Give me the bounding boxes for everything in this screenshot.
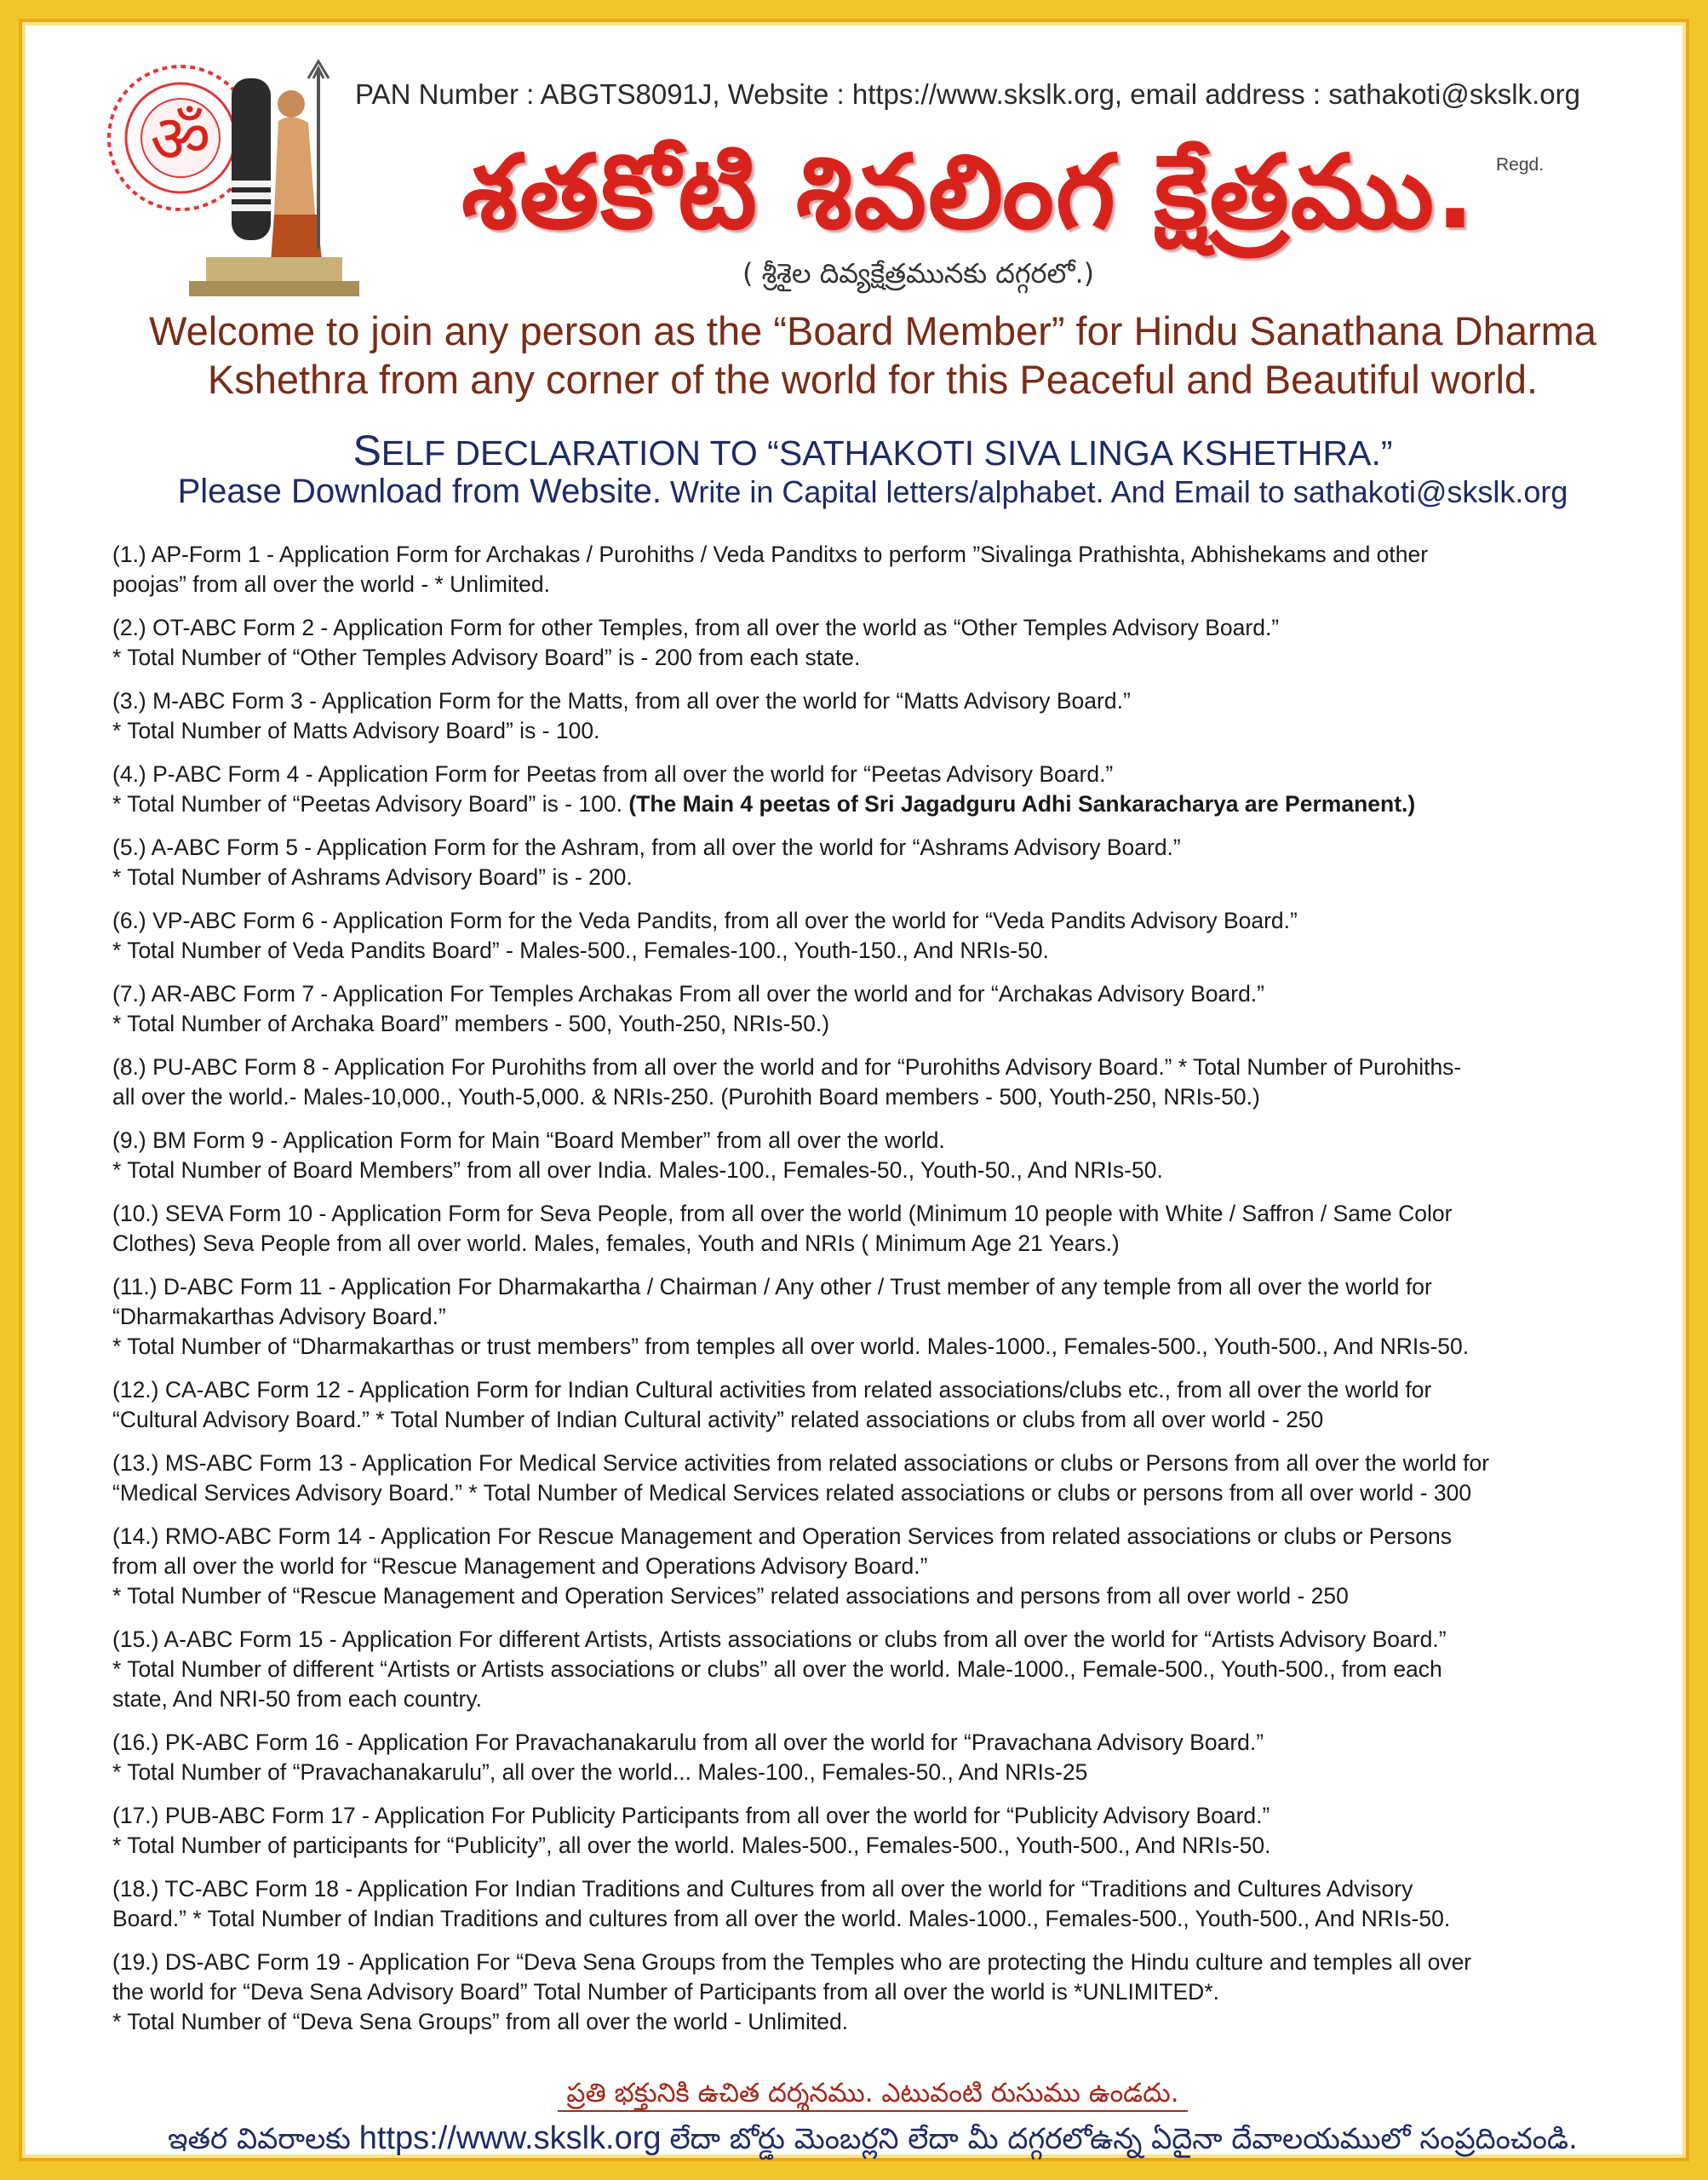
form-line: (6.) VP-ABC Form 6 - Application Form for the Veda Pandits, from all over the world for “Veda Pandits Advisory Board.” <box>112 908 1298 933</box>
form-item-15 <box>112 1625 1658 1714</box>
pan-website-email-line: PAN Number : ABGTS8091J, Website : https://www.skslk.org, email address : sathakoti@skslk.org <box>355 78 1580 110</box>
form-item-13 <box>112 1449 1658 1508</box>
form-item-5 <box>112 833 1658 892</box>
form-line <box>112 789 1658 819</box>
forms-list <box>112 540 1658 2051</box>
footer-suffix: లేదా బోర్డు మెంబర్లని లేదా మీ దగ్గరలోఉన్న ఏదైనా దేవాలయములో సంప్రదించండి. <box>669 2122 1578 2156</box>
form-line: (10.) SEVA Form 10 - Application Form for Seva People, from all over the world (Minimum 10 people with White / Saffron / Same Color <box>112 1201 1453 1226</box>
form-item-17 <box>112 1801 1658 1861</box>
form-item-14 <box>112 1522 1658 1611</box>
contact-footer <box>70 2120 1676 2163</box>
regd-label: Regd. <box>1496 155 1545 175</box>
form-line: (16.) PK-ABC Form 16 - Application For Pravachanakarulu from all over the world for “Pravachana Advisory Board.” <box>112 1730 1264 1755</box>
form-item-4 <box>112 760 1658 819</box>
form-line: (9.) BM Form 9 - Application Form for Main “Board Member” from all over the world. <box>112 1127 945 1153</box>
form-line: (3.) M-ABC Form 3 - Application Form for the Matts, from all over the world for “Matts Advisory Board.” <box>112 688 1131 714</box>
form-line: from all over the world for “Rescue Management and Operations Advisory Board.” <box>112 1553 928 1579</box>
form-line: (19.) DS-ABC Form 19 - Application For “Deva Sena Groups from the Temples who are protecting the Hindu culture and temples all over <box>112 1949 1472 1975</box>
form-line: (11.) D-ABC Form 11 - Application For Dharmakartha / Chairman / Any other / Trust member of any temple from all over the world for <box>112 1274 1432 1299</box>
form-item-16 <box>112 1728 1658 1787</box>
form-item-18 <box>112 1874 1658 1934</box>
form-line: (4.) P-ABC Form 4 - Application Form for Peetas from all over the world for “Peetas Advisory Board.” <box>112 761 1114 787</box>
form-line: (15.) A-ABC Form 15 - Application For different Artists, Artists associations or clubs from all over the world for “Artists Advisory Board.” <box>112 1626 1447 1652</box>
download-lead: Please Download from Website. <box>177 473 662 510</box>
form-line: * Total Number of “Other Temples Advisory Board” is - 200 from each state. <box>112 645 861 670</box>
form-line: (2.) OT-ABC Form 2 - Application Form for other Temples, from all over the world as “Other Temples Advisory Board.” <box>112 615 1280 640</box>
declaration-title <box>70 426 1676 475</box>
form-line: * Total Number of “Deva Sena Groups” from all over the world - Unlimited. <box>112 2009 849 2034</box>
form-item-9 <box>112 1126 1658 1185</box>
form-line: state, And NRI-50 from each country. <box>112 1686 483 1712</box>
declaration-title-initial: S <box>352 427 381 474</box>
form-line: * Total Number of Ashrams Advisory Board” is - 200. <box>112 864 633 890</box>
form-item-11 <box>112 1272 1658 1362</box>
om-shiva-logo <box>104 53 368 300</box>
form-line: (14.) RMO-ABC Form 14 - Application For Rescue Management and Operation Services from related associations or clubs or Persons <box>112 1523 1452 1549</box>
form-line: (8.) PU-ABC Form 8 - Application For Purohiths from all over the world and for “Purohiths Advisory Board.” * Total Number of Purohiths- <box>112 1054 1462 1080</box>
form-line: * Total Number of different “Artists or Artists associations or clubs” all over the world. Male-1000., Female-500., Youth-500., from each <box>112 1656 1442 1682</box>
form-item-10 <box>112 1199 1658 1259</box>
form-line: (18.) TC-ABC Form 18 - Application For Indian Traditions and Cultures from all over the world for “Traditions and Cultures Advisory <box>112 1876 1413 1902</box>
telugu-subtitle: ( శ్రీశైల దివ్యక్షేత్రమునకు దగ్గరలో.) <box>742 257 1095 290</box>
form-line: * Total Number of Veda Pandits Board” - Males-500., Females-100., Youth-150., And NRIs-50. <box>112 938 1049 963</box>
om-symbol: ॐ <box>150 101 211 178</box>
form-item-6 <box>112 906 1658 966</box>
form-line: (5.) A-ABC Form 5 - Application Form for the Ashram, from all over the world for “Ashrams Advisory Board.” <box>112 835 1181 860</box>
download-instructions <box>70 473 1676 511</box>
form-line: (13.) MS-ABC Form 13 - Application For Medical Service activities from related associations or clubs or Persons from all over the world for <box>112 1450 1490 1476</box>
form-item-1 <box>112 540 1658 600</box>
form-line: “Medical Services Advisory Board.” * Total Number of Medical Services related associations or clubs or persons from all over world - 300 <box>112 1480 1472 1506</box>
form-line: (17.) PUB-ABC Form 17 - Application For Publicity Participants from all over the world for “Publicity Advisory Board.” <box>112 1803 1270 1828</box>
welcome-line-1: Welcome to join any person as the “Board Member” for Hindu Sanathana Dharma <box>149 308 1596 353</box>
welcome-line-2: Kshethra from any corner of the world for this Peaceful and Beautiful world. <box>207 357 1539 402</box>
form-line: Board.” * Total Number of Indian Traditions and cultures from all over the world. Males-1000., Females-500., Youth-500., And NRIs-50. <box>112 1906 1451 1931</box>
form-line: * Total Number of “Pravachanakarulu”, all over the world... Males-100., Females-50., And NRIs-25 <box>112 1759 1088 1785</box>
declaration-title-rest: ELF DECLARATION TO “SATHAKOTI SIVA LINGA KSHETHRA.” <box>381 433 1393 473</box>
form-item-7 <box>112 979 1658 1039</box>
form-line: (7.) AR-ABC Form 7 - Application For Temples Archakas From all over the world and for “Archakas Advisory Board.” <box>112 981 1264 1007</box>
form-line: poojas” from all over the world - * Unlimited. <box>112 571 550 597</box>
form-line: Clothes) Seva People from all over world. Males, females, Youth and NRIs ( Minimum Age 21 Years.) <box>112 1231 1120 1256</box>
form-line: all over the world.- Males-10,000., Youth-5,000. & NRIs-250. (Purohith Board members - 500, Youth-250, NRIs-50.) <box>112 1084 1260 1110</box>
form-text: * Total Number of “Peetas Advisory Board” is - 100. <box>112 791 629 817</box>
download-rest: Write in Capital letters/alphabet. And Email to sathakoti@skslk.org <box>662 474 1568 509</box>
form-line: the world for “Deva Sena Advisory Board” Total Number of Participants from all over the world is *UNLIMITED*. <box>112 1979 1219 2005</box>
form-item-2 <box>112 613 1658 673</box>
form-line: (1.) AP-Form 1 - Application Form for Archakas / Purohiths / Veda Panditхs to perform ”Sivalinga Prathishta, Abhishekams and other <box>112 542 1429 567</box>
form-item-12 <box>112 1375 1658 1435</box>
form-line: * Total Number of Archaka Board” members - 500, Youth-250, NRIs-50.) <box>112 1011 830 1036</box>
form-line: * Total Number of “Rescue Management and Operation Services” related associations and persons from all over world - 250 <box>112 1583 1349 1609</box>
form-item-8 <box>112 1053 1658 1112</box>
logo-graphic <box>104 53 368 300</box>
free-darshan-note <box>70 2078 1676 2114</box>
welcome-message <box>70 307 1676 404</box>
footer-prefix: ఇతర వివరాలకు <box>168 2122 351 2156</box>
form-line: (12.) CA-ABC Form 12 - Application Form for Indian Cultural activities from related associations/clubs etc., from all over the world for <box>112 1377 1432 1403</box>
form-line: “Cultural Advisory Board.” * Total Number of Indian Cultural activity” related associations or clubs from all over world - 250 <box>112 1407 1324 1432</box>
form-item-19 <box>112 1948 1658 2037</box>
free-darshan-text: ప్రతి భక్తునికి ఉచిత దర్శనము. ఎటువంటి రుసుము ఉండదు. <box>558 2078 1187 2112</box>
form-bold-note: (The Main 4 peetas of Sri Jagadguru Adhi Sankaracharya are Permanent.) <box>628 791 1416 817</box>
form-line: “Dharmakarthas Advisory Board.” <box>112 1304 446 1329</box>
form-line: * Total Number of Board Members” from all over India. Males-100., Females-50., Youth-50., And NRIs-50. <box>112 1157 1163 1183</box>
form-line: * Total Number of Matts Advisory Board” is - 100. <box>112 718 600 743</box>
website-link[interactable]: https://www.skslk.org <box>358 2120 662 2156</box>
form-line: * Total Number of “Dharmakarthas or trust members” from temples all over world. Males-1000., Females-500., Youth-500., And NRIs-50. <box>112 1334 1470 1359</box>
form-line: * Total Number of participants for “Publicity”, all over the world. Males-500., Females-500., Youth-500., And NRIs-50. <box>112 1833 1271 1858</box>
form-item-3 <box>112 686 1658 746</box>
telugu-title: శతకోటి శివలింగ క్షేత్రము. <box>461 134 1476 252</box>
